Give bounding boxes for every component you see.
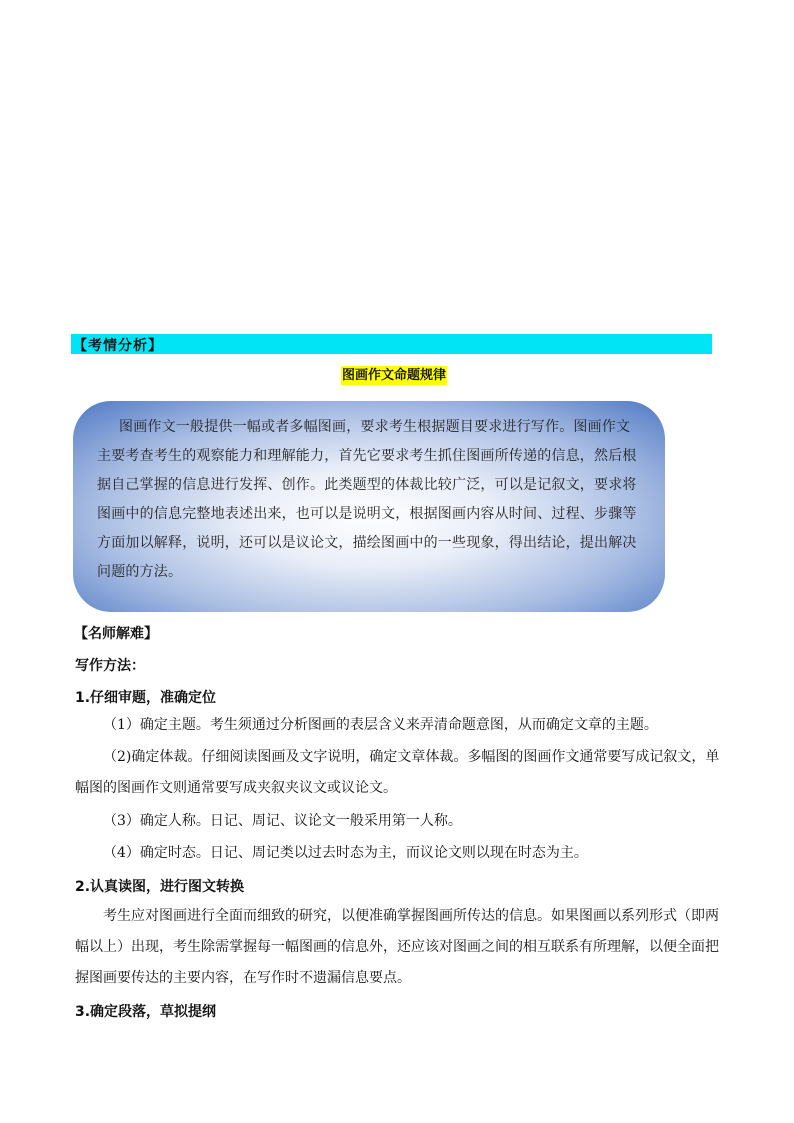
point1-item3: （3）确定人称。日记、周记、议论文一般采用第一人称。 <box>103 813 462 829</box>
intro-line-1: 图画作文一般提供一幅或者多幅图画，要求考生根据题目要求进行写作。图画作文 <box>119 419 631 435</box>
method-label: 写作方法： <box>75 658 145 674</box>
intro-box <box>73 401 665 612</box>
section-header-bar <box>71 334 712 354</box>
point2-body: 考生应对图画进行全面而细致的研究，以便准确掌握图画所传达的信息。如果图画以系列形式（即两幅以上）出现，考生除需掌握每一幅图画的信息外，还应该对图画之间的相互联系有所理解，以便全面把握图画要传达的主要内容，在写作时不遗漏信息要点。 <box>75 908 719 986</box>
point1-item2: （2)确定体裁。仔细阅读图画及文字说明，确定文章体裁。多幅图的图画作文通常要写成记叙文，单幅图的图画作文则通常要写成夹叙夹议文或议论文。 <box>75 749 720 796</box>
point1-item1: （1）确定主题。考生须通过分析图画的表层含义来弄清命题意图，从而确定文章的主题。 <box>103 717 658 733</box>
section-header: 【考情分析】 <box>73 338 163 354</box>
point2-title: 2.认真读图，进行图文转换 <box>75 879 245 895</box>
point3-title: 3.确定段落，草拟提纲 <box>75 1004 217 1020</box>
teacher-header: 【名师解难】 <box>74 626 158 642</box>
intro-text: 主要考查考生的观察能力和理解能力，首先它要求考生抓住图画所传递的信息，然后根据自己掌握的信息进行发挥、创作。此类题型的体裁比较广泛，可以是记叙文，要求将图画中的信息完整地表述出来，也可以是说明文，根据图画内容从时间、过程、步骤等方面加以解释，说明，还可以是议论文，描绘图画中的一些现象，得出结论，提出解决问题的方法。 <box>97 448 637 580</box>
sub-title: 图画作文命题规律 <box>342 368 447 383</box>
point1-title: 1.仔细审题，准确定位 <box>75 690 217 706</box>
point1-item4: （4）确定时态。日记、周记类以过去时态为主，而议论文则以现在时态为主。 <box>103 845 588 861</box>
